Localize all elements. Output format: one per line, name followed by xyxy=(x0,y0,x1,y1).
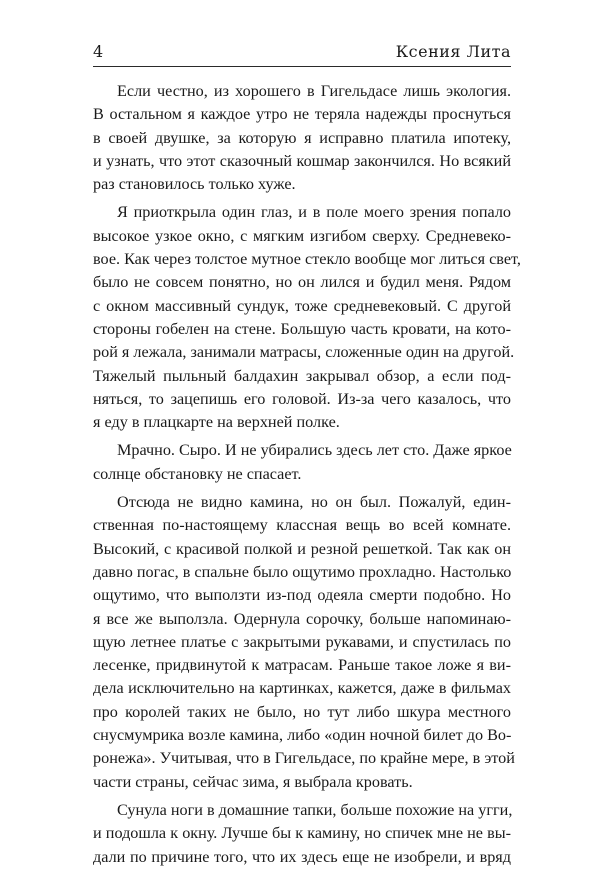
text-line: Если честно, из хорошего в Гигельдасе лишь экология. xyxy=(117,82,511,100)
text-line: Мрачно. Сыро. И не убирались здесь лет сто. Даже яркое xyxy=(117,441,512,460)
text-line: стороны гобелен на стене. Большую часть кровати, на кото- xyxy=(93,319,511,338)
text-line: про королей таких не было, но тут либо шкура местного xyxy=(93,702,511,721)
text-line: Высокий, с красивой полкой и резной решеткой. Так как он xyxy=(93,539,511,558)
text-line: щую летнее платье с закрытыми рукавами, и спустилась по xyxy=(93,632,511,651)
text-line: давно погас, в спальне было ощутимо прохладно. Настолько xyxy=(93,562,512,581)
running-title: Ксения Лита xyxy=(395,42,511,61)
text-line: няться, то зацепишь его головой. Из-за чего казалось, что xyxy=(93,389,511,408)
text-line: части страны, сейчас зима, я выбрала кровать. xyxy=(93,772,413,791)
body-text xyxy=(93,80,521,874)
text-line: раз становилось только хуже. xyxy=(93,175,296,194)
text-line: дела исключительно на картинках, кажется, даже в фильмах xyxy=(93,679,511,698)
text-line: снусмумрика возле камина, либо «один ночной билет до Во- xyxy=(93,726,512,745)
paragraph-1 xyxy=(93,80,511,196)
text-line: дали по причине того, что их здесь еще не изобрели, и вряд xyxy=(93,847,511,866)
paragraph-2 xyxy=(93,201,521,434)
page-number: 4 xyxy=(93,42,104,61)
text-line: рой я лежала, занимали матрасы, сложенные один на другой. xyxy=(93,343,515,362)
running-header xyxy=(93,38,511,67)
text-line: я все же выползла. Одернула сорочку, больше напоминаю- xyxy=(93,609,511,628)
text-line: вое. Как через толстое мутное стекло вообще мог литься свет, xyxy=(93,250,521,269)
text-line: и подошла к окну. Лучше бы к камину, но спичек мне не вы- xyxy=(93,824,511,843)
paragraph-3 xyxy=(93,439,511,486)
paragraph-4 xyxy=(93,491,515,794)
text-line: солнце обстановку не спасает. xyxy=(93,464,302,483)
paragraph-5 xyxy=(93,799,511,869)
text-line: ронежа». Учитывая, что в Гигельдасе, по крайне мере, в этой xyxy=(93,749,515,768)
text-line: я еду в плацкарте на верхней полке. xyxy=(93,413,340,432)
text-line: Отсюда не видно камина, но он был. Пожалуй, един- xyxy=(117,493,511,512)
text-line: Тяжелый пыльный балдахин закрывал обзор, а если под- xyxy=(93,366,511,385)
text-line: в своей двушке, за которую я исправно платила ипотеку, xyxy=(93,128,511,147)
text-line: Сунула ноги в домашние тапки, больше похожие на угги, xyxy=(117,800,513,819)
text-line: с окном массивный сундук, тоже средневековый. С другой xyxy=(93,296,511,315)
text-line: ощутимо, что выползти из-под одеяла смерти подобно. Но xyxy=(93,586,511,605)
text-line: и узнать, что этот сказочный кошмар закончился. Но всякий xyxy=(93,151,511,170)
text-line: было не совсем понятно, но он лился и будил меня. Рядом xyxy=(93,273,511,292)
text-line: высокое узкое окно, с мягким изгибом сверху. Средневеко- xyxy=(93,226,511,245)
text-line: В остальном я каждое утро не теряла надежды проснуться xyxy=(93,105,511,124)
text-line: Я приоткрыла один глаз, и в поле моего зрения попало xyxy=(117,203,511,222)
text-line: ственная по-настоящему классная вещь во всей комнате. xyxy=(93,516,511,535)
text-line: лесенке, придвинутой к матрасам. Раньше такое ложе я ви- xyxy=(93,656,511,675)
